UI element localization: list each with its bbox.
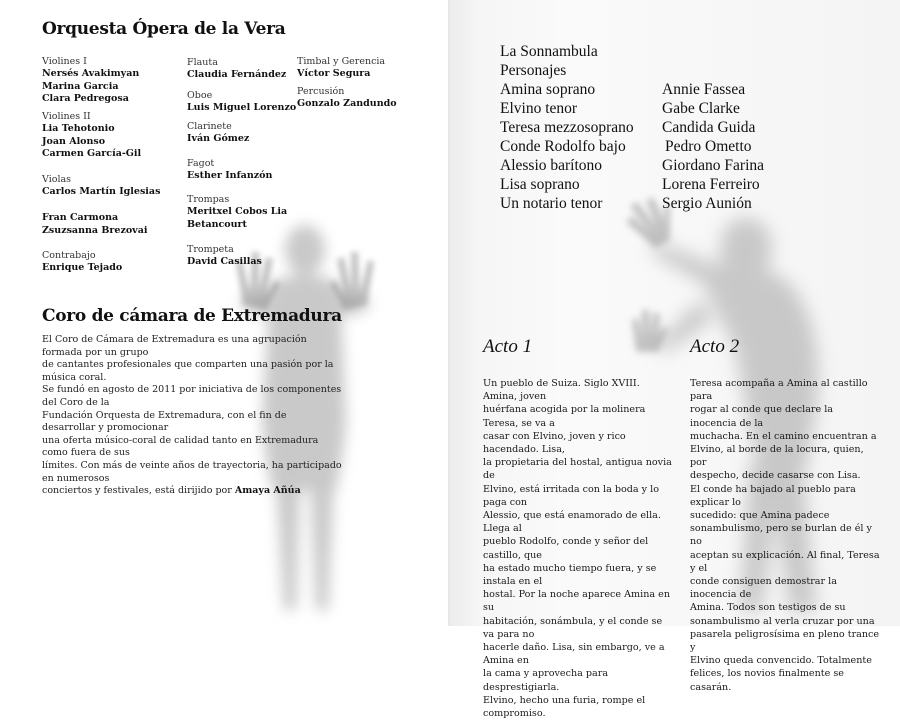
singer-name: Giordano Farina: [662, 157, 765, 174]
musician-name: Iván Gómez: [187, 133, 250, 144]
synopsis-line: la cama y aprovecha para desprestigiarla.: [483, 668, 609, 693]
synopsis-line: El conde ha bajado al pueblo para explicar lo: [690, 483, 856, 508]
section-oboe: [187, 90, 296, 115]
musician-name: Luis Miguel Lorenzo: [187, 102, 297, 113]
cast-role: Elvino tenor: [500, 100, 578, 117]
singer-name: Sergio Aunión: [662, 195, 752, 212]
section-violines-1: [42, 56, 139, 106]
coro-line: El Coro de Cámara de Extremadura es una agrupación formada por un grupo: [42, 334, 307, 358]
cast-role: Un notario tenor: [500, 195, 603, 212]
section-violas-cont: [42, 212, 147, 237]
singer-name: Annie Fassea: [662, 81, 746, 98]
section-violines-2: [42, 111, 141, 161]
section-contrabajo: [42, 250, 122, 275]
synopsis-line: habitación, sonámbula, y el conde se va para no: [483, 615, 663, 640]
coro-line: conciertos y festivales, está dirijido por: [42, 485, 235, 497]
cast-list-roles: [500, 42, 634, 213]
coro-line: límites. Con más de veinte años de trayectoria, ha participado en numerosos: [42, 459, 342, 484]
section-flauta: [187, 57, 286, 82]
coro-title: Coro de cámara de Extremadura: [42, 306, 342, 326]
musician-name: Esther Infanzón: [187, 170, 273, 181]
musician-name: Gonzalo Zandundo: [297, 98, 397, 109]
musician-name: Meritxel Cobos Lia: [187, 206, 288, 217]
synopsis-line: Alessio, que está enamorado de ella. Llega al: [483, 510, 661, 535]
synopsis-line: Elvino queda convencido. Totalmente: [690, 655, 872, 667]
synopsis-line: Amina. Todos son testigos de su: [690, 602, 846, 614]
musician-name: Marina Garcia: [42, 80, 119, 92]
synopsis-line: aceptan su explicación. Al final, Teresa y el: [690, 549, 880, 574]
acto1-title: Acto 1: [483, 336, 533, 357]
musician-name: Fran Carmona: [42, 212, 119, 223]
musician-name: Víctor Segura: [297, 68, 371, 79]
left-page: [0, 0, 450, 626]
synopsis-line: hostal. Por la noche aparece Amina en su: [483, 589, 671, 614]
synopsis-line: Elvino, hecho una furia, rompe el compromiso.: [483, 694, 646, 720]
synopsis-line: conde consiguen demostrar la inocencia de: [690, 576, 837, 601]
section-timbal: [297, 56, 385, 81]
musician-name: Claudia Fernández: [187, 69, 287, 80]
right-page: [450, 0, 900, 720]
synopsis-line: sucedido: que Amina padece: [690, 510, 830, 522]
synopsis-line: pasarela peligrosísima en pleno trance y: [690, 628, 880, 654]
section-label: Percusión: [297, 86, 345, 97]
synopsis-line: la propietaria del hostal, antigua novia de: [483, 457, 672, 482]
acto1-synopsis: [483, 377, 673, 720]
singer-name: Pedro Ometto: [665, 138, 752, 155]
musician-name: Nersés Avakimyan: [42, 68, 140, 79]
synopsis-line: hacerle daño. Lisa, sin embargo, ve a Amina en: [483, 642, 665, 667]
section-label: Violas: [42, 174, 72, 185]
cast-list-singers: [662, 80, 764, 213]
section-label: Oboe: [187, 90, 213, 101]
musician-name: Betancourt: [187, 218, 247, 230]
singer-name: Gabe Clarke: [662, 100, 740, 117]
section-label: Violines II: [42, 111, 91, 122]
cast-heading: Personajes: [500, 62, 567, 79]
musician-name: Carlos Martín Iglesias: [42, 186, 161, 197]
synopsis-line: Elvino, está irritada con la boda y lo paga con: [483, 483, 659, 508]
section-label: Trompas: [187, 194, 230, 205]
musician-name: Zsuzsanna Brezovai: [42, 224, 148, 236]
synopsis-line: sonambulismo, pero se burlan de él y no: [690, 523, 872, 548]
cast-role: Conde Rodolfo bajo: [500, 138, 626, 155]
acto2-synopsis: [690, 377, 880, 694]
section-label: Violines I: [42, 56, 87, 67]
section-percusion: [297, 86, 397, 111]
cast-role: Alessio barítono: [500, 157, 603, 174]
coro-line: Fundación Orquesta de Extremadura, con el fin de desarrollar y promocionar: [42, 409, 287, 434]
section-trompeta: [187, 244, 262, 269]
coro-director: Amaya Añúa: [234, 485, 301, 497]
coro-line: de cantantes profesionales que comparten una pasión por la música coral.: [42, 359, 334, 383]
musician-name: Joan Alonso: [42, 135, 106, 147]
musician-name: Lia Tehotonio: [42, 123, 115, 134]
synopsis-line: rogar al conde que declare la inocencia de la: [690, 404, 834, 429]
section-trompas: [187, 194, 287, 231]
section-label: Timbal y Gerencia: [297, 56, 386, 67]
synopsis-line: Teresa acompaña a Amina al castillo para: [690, 378, 868, 403]
cast-role: Lisa soprano: [500, 176, 580, 193]
section-violas: [42, 174, 160, 199]
synopsis-line: Elvino, al borde de la locura, quien, por: [690, 444, 864, 469]
singer-name: Candida Guida: [662, 119, 756, 136]
coro-line: una oferta músico-coral de calidad tanto en Extremadura como fuera de sus: [42, 434, 319, 459]
synopsis-line: casar con Elvino, joven y rico hacendado. Lisa,: [483, 430, 626, 456]
opera-title: La Sonnambula: [500, 43, 598, 60]
section-label: Clarinete: [187, 121, 232, 132]
coro-description: [42, 334, 342, 498]
synopsis-line: huérfana acogida por la molinera Teresa, se va a: [483, 404, 646, 429]
coro-line: Se fundó en agosto de 2011 por iniciativa de los componentes del Coro de la: [42, 384, 342, 408]
section-fagot: [187, 158, 272, 183]
section-label: Contrabajo: [42, 250, 96, 261]
synopsis-line: ha estado mucho tiempo fuera, y se instala en el: [483, 562, 657, 588]
section-label: Trompeta: [187, 244, 234, 255]
section-label: Fagot: [187, 158, 215, 169]
synopsis-line: pueblo Rodolfo, conde y señor del castillo, que: [483, 536, 649, 561]
musician-name: Carmen García-Gil: [42, 148, 142, 159]
section-clarinete: [187, 121, 249, 146]
acto2-title: Acto 2: [690, 336, 740, 357]
musician-name: David Casillas: [187, 256, 262, 267]
synopsis-line: sonambulismo al verla cruzar por una: [690, 615, 875, 627]
musician-name: Enrique Tejado: [42, 262, 123, 273]
synopsis-line: Un pueblo de Suiza. Siglo XVIII. Amina, joven: [483, 378, 640, 403]
synopsis-line: despecho, decide casarse con Lisa.: [690, 470, 861, 482]
cast-role: Amina soprano: [500, 81, 596, 98]
cast-role: Teresa mezzosoprano: [500, 119, 634, 136]
section-label: Flauta: [187, 57, 218, 68]
synopsis-line: muchacha. En el camino encuentran a: [690, 430, 877, 442]
musician-name: Clara Pedregosa: [42, 93, 129, 104]
singer-name: Lorena Ferreiro: [662, 176, 760, 193]
synopsis-line: felices, los novios finalmente se casarán.: [690, 668, 844, 693]
orchestra-title: Orquesta Ópera de la Vera: [42, 19, 286, 39]
coro-line-last: [42, 485, 342, 498]
